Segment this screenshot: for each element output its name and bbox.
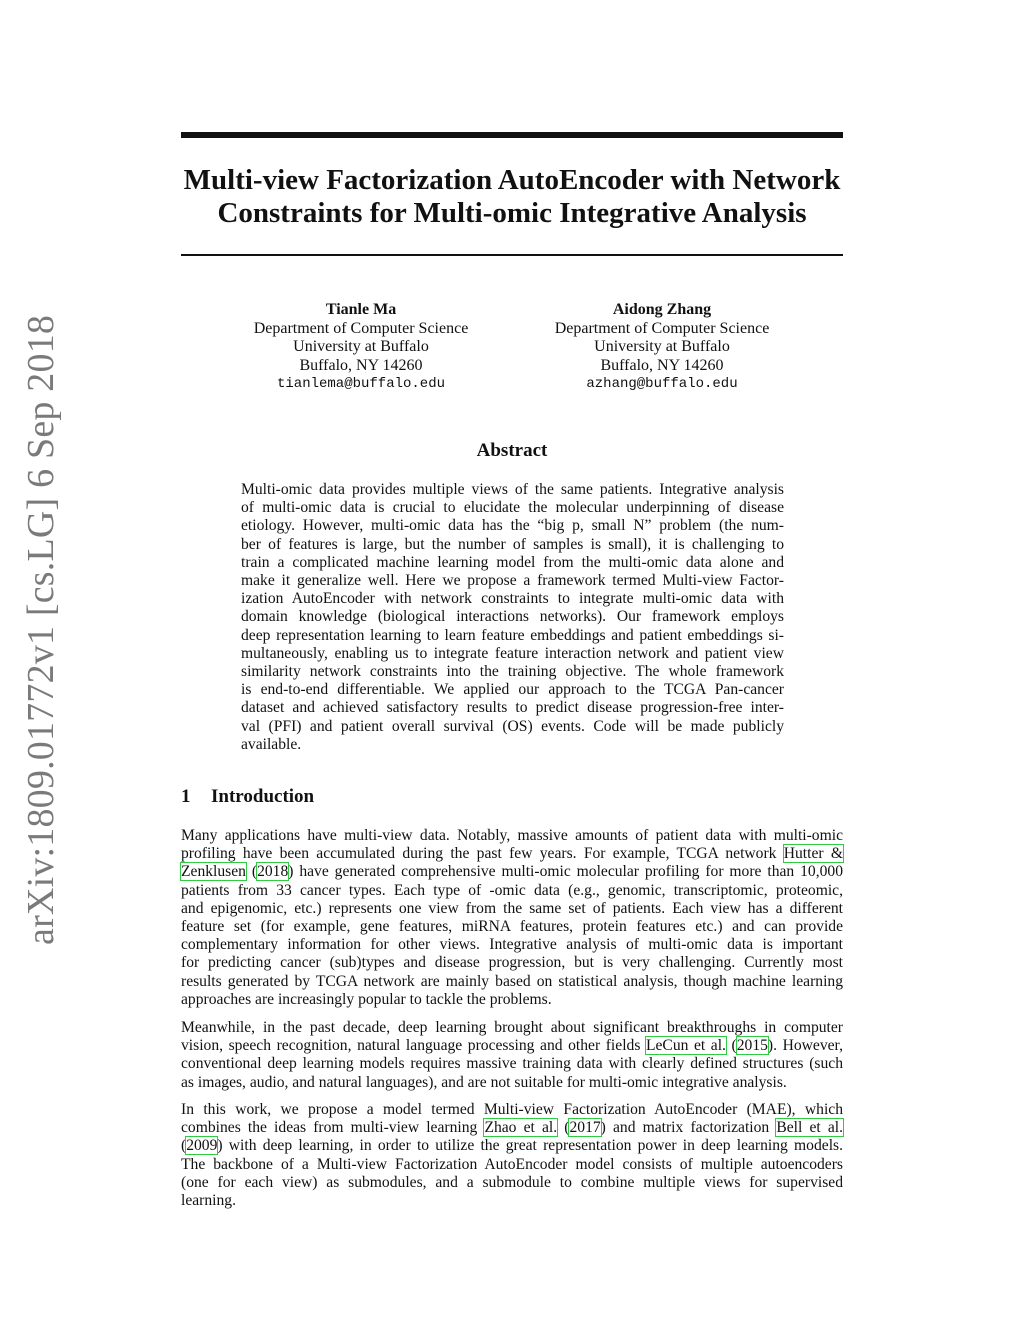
paragraph-line: In this work, we propose a model termed Multi-view Factorization AutoEncoder (MAE), which [181,1101,843,1118]
author-department: Department of Computer Science [253,319,469,337]
paragraph-line [181,1119,843,1137]
author-name: Tianle Ma [325,301,397,318]
paragraph-line: as images, audio, and natural languages), and are not suitable for multi-omic integrative analysis. [181,1073,787,1091]
text-run: ). However, [767,1037,844,1055]
intro-paragraph [181,1101,843,1210]
paragraph-line: conventional deep learning models requires massive training data with clearly defined structures (such [181,1055,843,1073]
paragraph-line: and epigenomic, etc.) represents one view from the same set of patients. Each view has a different [181,899,843,917]
title-bottom-rule [181,254,843,256]
text-run: ( [181,1137,187,1155]
abstract-line: multaneously, enabling us to integrate feature interaction network and patient view [241,644,784,662]
author-department: Department of Computer Science [554,319,770,337]
paragraph-line: Many applications have multi-view data. Notably, massive amounts of patient data with multi-omic [181,827,843,844]
abstract-line: ization AutoEncoder with network constraints to integrate multi-omic data with [241,590,784,608]
title-top-rule [181,132,843,138]
abstract-heading: Abstract [476,440,548,461]
abstract-line: available. [241,735,302,753]
text-run: ) and matrix factorization [600,1119,777,1137]
citation-link[interactable]: Zenklusen [181,863,246,881]
paragraph-line: results generated by TCGA network are mainly based on statistical analysis, though machine learning [181,972,843,990]
citation-link[interactable]: Bell et al. [776,1119,843,1137]
citation-link[interactable]: LeCun et al. [645,1037,726,1055]
text-run: ) with deep learning, in order to utilize the great representation power in deep learning models. [217,1137,843,1155]
abstract-line: train a complicated machine learning model from the multi-omic data alone and [241,553,784,571]
author-university: University at Buffalo [594,338,730,355]
intro-paragraph [181,827,843,1009]
abstract-line: val (PFI) and patient overall survival (OS) events. Code will be made publicly [241,717,784,735]
author-city: Buffalo, NY 14260 [299,356,423,374]
citation-year-link[interactable]: 2009 [186,1137,218,1155]
author-email[interactable]: azhang@buffalo.edu [586,376,738,392]
text-run: profiling have been accumulated during the past few years. For example, TCGA network [181,845,784,863]
abstract-body [241,481,784,754]
intro-paragraph [181,1019,843,1092]
author-block [527,301,797,394]
section-title: Introduction [211,786,315,807]
citation-year-link[interactable]: 2015 [736,1037,768,1055]
arxiv-identifier-stamp: arXiv:1809.01772v1 [cs.LG] 6 Sep 2018 [20,314,62,945]
paragraph-line [181,1037,843,1055]
abstract-line: is end-to-end differentiable. We applied our approach to the TCGA Pan-cancer [241,681,784,699]
paragraph-line [181,863,843,881]
text-run: combines the ideas from multi-view learning [181,1119,485,1137]
paragraph-line: for predicting cancer (sub)types and disease progression, but is very challenging. Currently most [181,954,843,972]
abstract-line: make it generalize well. Here we propose a framework termed Multi-view Factor- [241,572,784,590]
author-university: University at Buffalo [293,338,429,355]
paragraph-line: feature set (for example, gene features, miRNA features, protein features etc.) and can provide [181,918,843,936]
paper-title-line: Constraints for Multi-omic Integrative Analysis [217,197,807,229]
section-heading-introduction [181,786,314,808]
author-city: Buffalo, NY 14260 [600,356,724,374]
paragraph-line: approaches are increasingly popular to tackle the problems. [181,990,552,1008]
paragraph-line: complementary information for other views. Integrative analysis of multi-omic data is important [181,936,843,954]
paragraph-line [181,1137,843,1155]
text-run: vision, speech recognition, natural language processing and other fields [181,1037,646,1055]
abstract-line: Multi-omic data provides multiple views of the same patients. Integrative analysis [241,481,784,498]
abstract-line: similarity network constraints into the training objective. The whole framework [241,663,784,681]
abstract-line: etiology. However, multi-omic data has the “big p, small N” problem (the num- [241,517,784,535]
abstract-line: dataset and achieved satisfactory results to predict disease progression-free inter- [241,699,784,717]
paper-title [181,164,843,230]
abstract-line: of multi-omic data is crucial to elucidate the molecular underpinning of disease [241,499,784,517]
section-number: 1 [181,786,191,807]
text-run: ) have generated comprehensive multi-omic molecular profiling for more than 10,000 [288,863,843,881]
author-block [226,301,496,394]
citation-link[interactable]: Hutter & [783,845,843,863]
paragraph-line: learning. [181,1192,236,1210]
abstract-line: domain knowledge (biological interactions networks). Our framework employs [241,608,784,626]
abstract-line: ber of features is large, but the number of samples is small), it is challenging to [241,535,784,553]
abstract-line: deep representation learning to learn feature embeddings and patient embeddings si- [241,626,784,644]
paragraph-line: Meanwhile, in the past decade, deep learning brought about significant breakthroughs in computer [181,1019,843,1036]
author-email[interactable]: tianlema@buffalo.edu [276,376,446,392]
paragraph-line [181,845,843,863]
citation-year-link[interactable]: 2017 [569,1119,601,1137]
paragraph-line: patients from 33 cancer types. Each type of -omic data (e.g., genomic, transcriptomic, proteomic, [181,881,843,899]
citation-link[interactable]: Zhao et al. [484,1119,558,1137]
paragraph-line: The backbone of a Multi-view Factorization AutoEncoder model consists of multiple autoencoders [181,1155,843,1173]
paper-title-line: Multi-view Factorization AutoEncoder with Network [183,164,841,196]
text-run: ( [557,1119,570,1137]
text-run: ( [725,1037,737,1055]
citation-year-link[interactable]: 2018 [257,863,289,881]
paragraph-line: (one for each view) as submodules, and a submodule to combine multiple views for supervised [181,1173,843,1191]
text-run: ( [245,863,258,881]
author-name: Aidong Zhang [612,301,712,318]
